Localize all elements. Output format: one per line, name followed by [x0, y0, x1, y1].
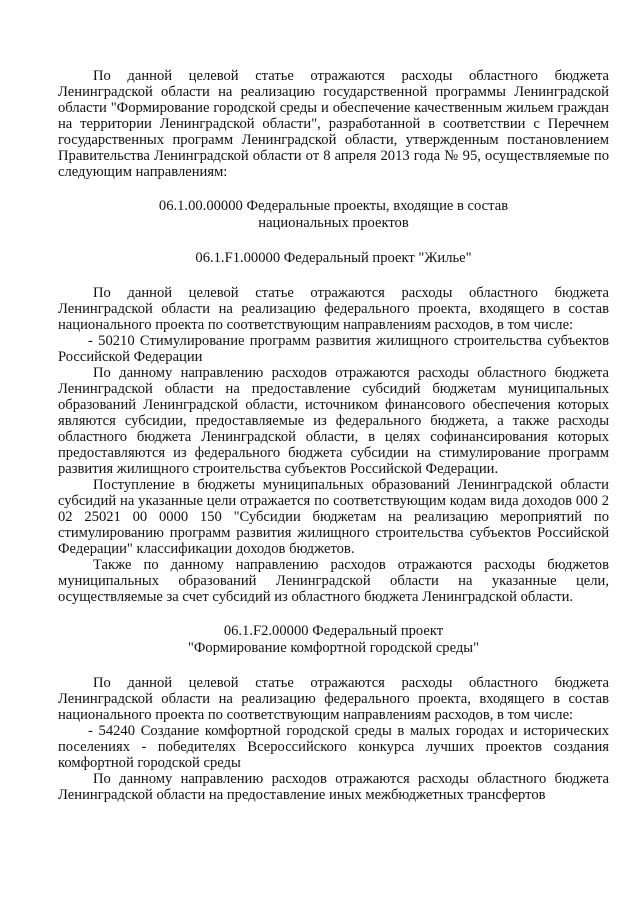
urban-heading-line-2: "Формирование комфортной городской среды" [187, 640, 480, 656]
housing-paragraph-4: Также по данному направлению расходов отражаются расходы бюджетов муниципальных образований Ленинградской области на указанные цели, осуществляемые за счет субсидий из областного бюджета Ленинградской области. [58, 557, 609, 605]
housing-paragraph-1: По данной целевой статье отражаются расходы областного бюджета Ленинградской области на реализацию федерального проекта, входящего в состав национального проекта по соответствующим направлениям расходов, в том числе: [58, 285, 609, 333]
urban-item-54240: - 54240 Создание комфортной городской среды в малых городах и исторических поселениях - победителях Всероссийского конкурса лучших проектов создания комфортной городской среды [58, 723, 609, 771]
section-heading-urban-environment [58, 623, 609, 657]
housing-paragraph-3: Поступление в бюджеты муниципальных образований Ленинградской области субсидий на указанные цели отражается по соответствующим кодам вида доходов 000 2 02 25021 00 0000 150 "Субсидии бюджетам на реализацию мероприятий по стимулированию программ развития жилищного строительства субъектов Российской Федерации" классификации доходов бюджетов. [58, 477, 609, 557]
urban-paragraph-2: По данному направлению расходов отражаются расходы областного бюджета Ленинградской области на предоставление иных межбюджетных трансфертов [58, 771, 609, 803]
section-heading-line-1: 06.1.00.00000 Федеральные проекты, входящие в состав [158, 198, 509, 214]
urban-heading-line-1: 06.1.F2.00000 Федеральный проект [223, 623, 444, 639]
section-heading-housing-project: 06.1.F1.00000 Федеральный проект "Жилье" [195, 250, 472, 266]
document-page [58, 68, 609, 803]
section-heading-line-2: национальных проектов [258, 215, 409, 231]
housing-paragraph-2: По данному направлению расходов отражаются расходы областного бюджета Ленинградской области на предоставление субсидий бюджетам муниципальных образований Ленинградской области, источником финансового обеспечения которых являются субсидии, предоставляемые из федерального бюджета, а также расходы областного бюджета Ленинградской области, в целях софинансирования которых предоставляются из федерального бюджета субсидии на стимулирование программ развития жилищного строительства субъектов Российской Федерации. [58, 365, 609, 477]
intro-paragraph: По данной целевой статье отражаются расходы областного бюджета Ленинградской области на реализацию государственной программы Ленинградской области "Формирование городской среды и обеспечение качественным жильем граждан на территории Ленинградской области", разработанной в соответствии с Перечнем государственных программ Ленинградской области, утвержденным постановлением Правительства Ленинградской области от 8 апреля 2013 года № 95, осуществляемые по следующим направлениям: [58, 68, 609, 180]
housing-item-50210: - 50210 Стимулирование программ развития жилищного строительства субъектов Российской Федерации [58, 333, 609, 365]
section-heading-national-projects [58, 198, 609, 232]
urban-paragraph-1: По данной целевой статье отражаются расходы областного бюджета Ленинградской области на реализацию федерального проекта, входящего в состав национального проекта по соответствующим направлениям расходов, в том числе: [58, 675, 609, 723]
